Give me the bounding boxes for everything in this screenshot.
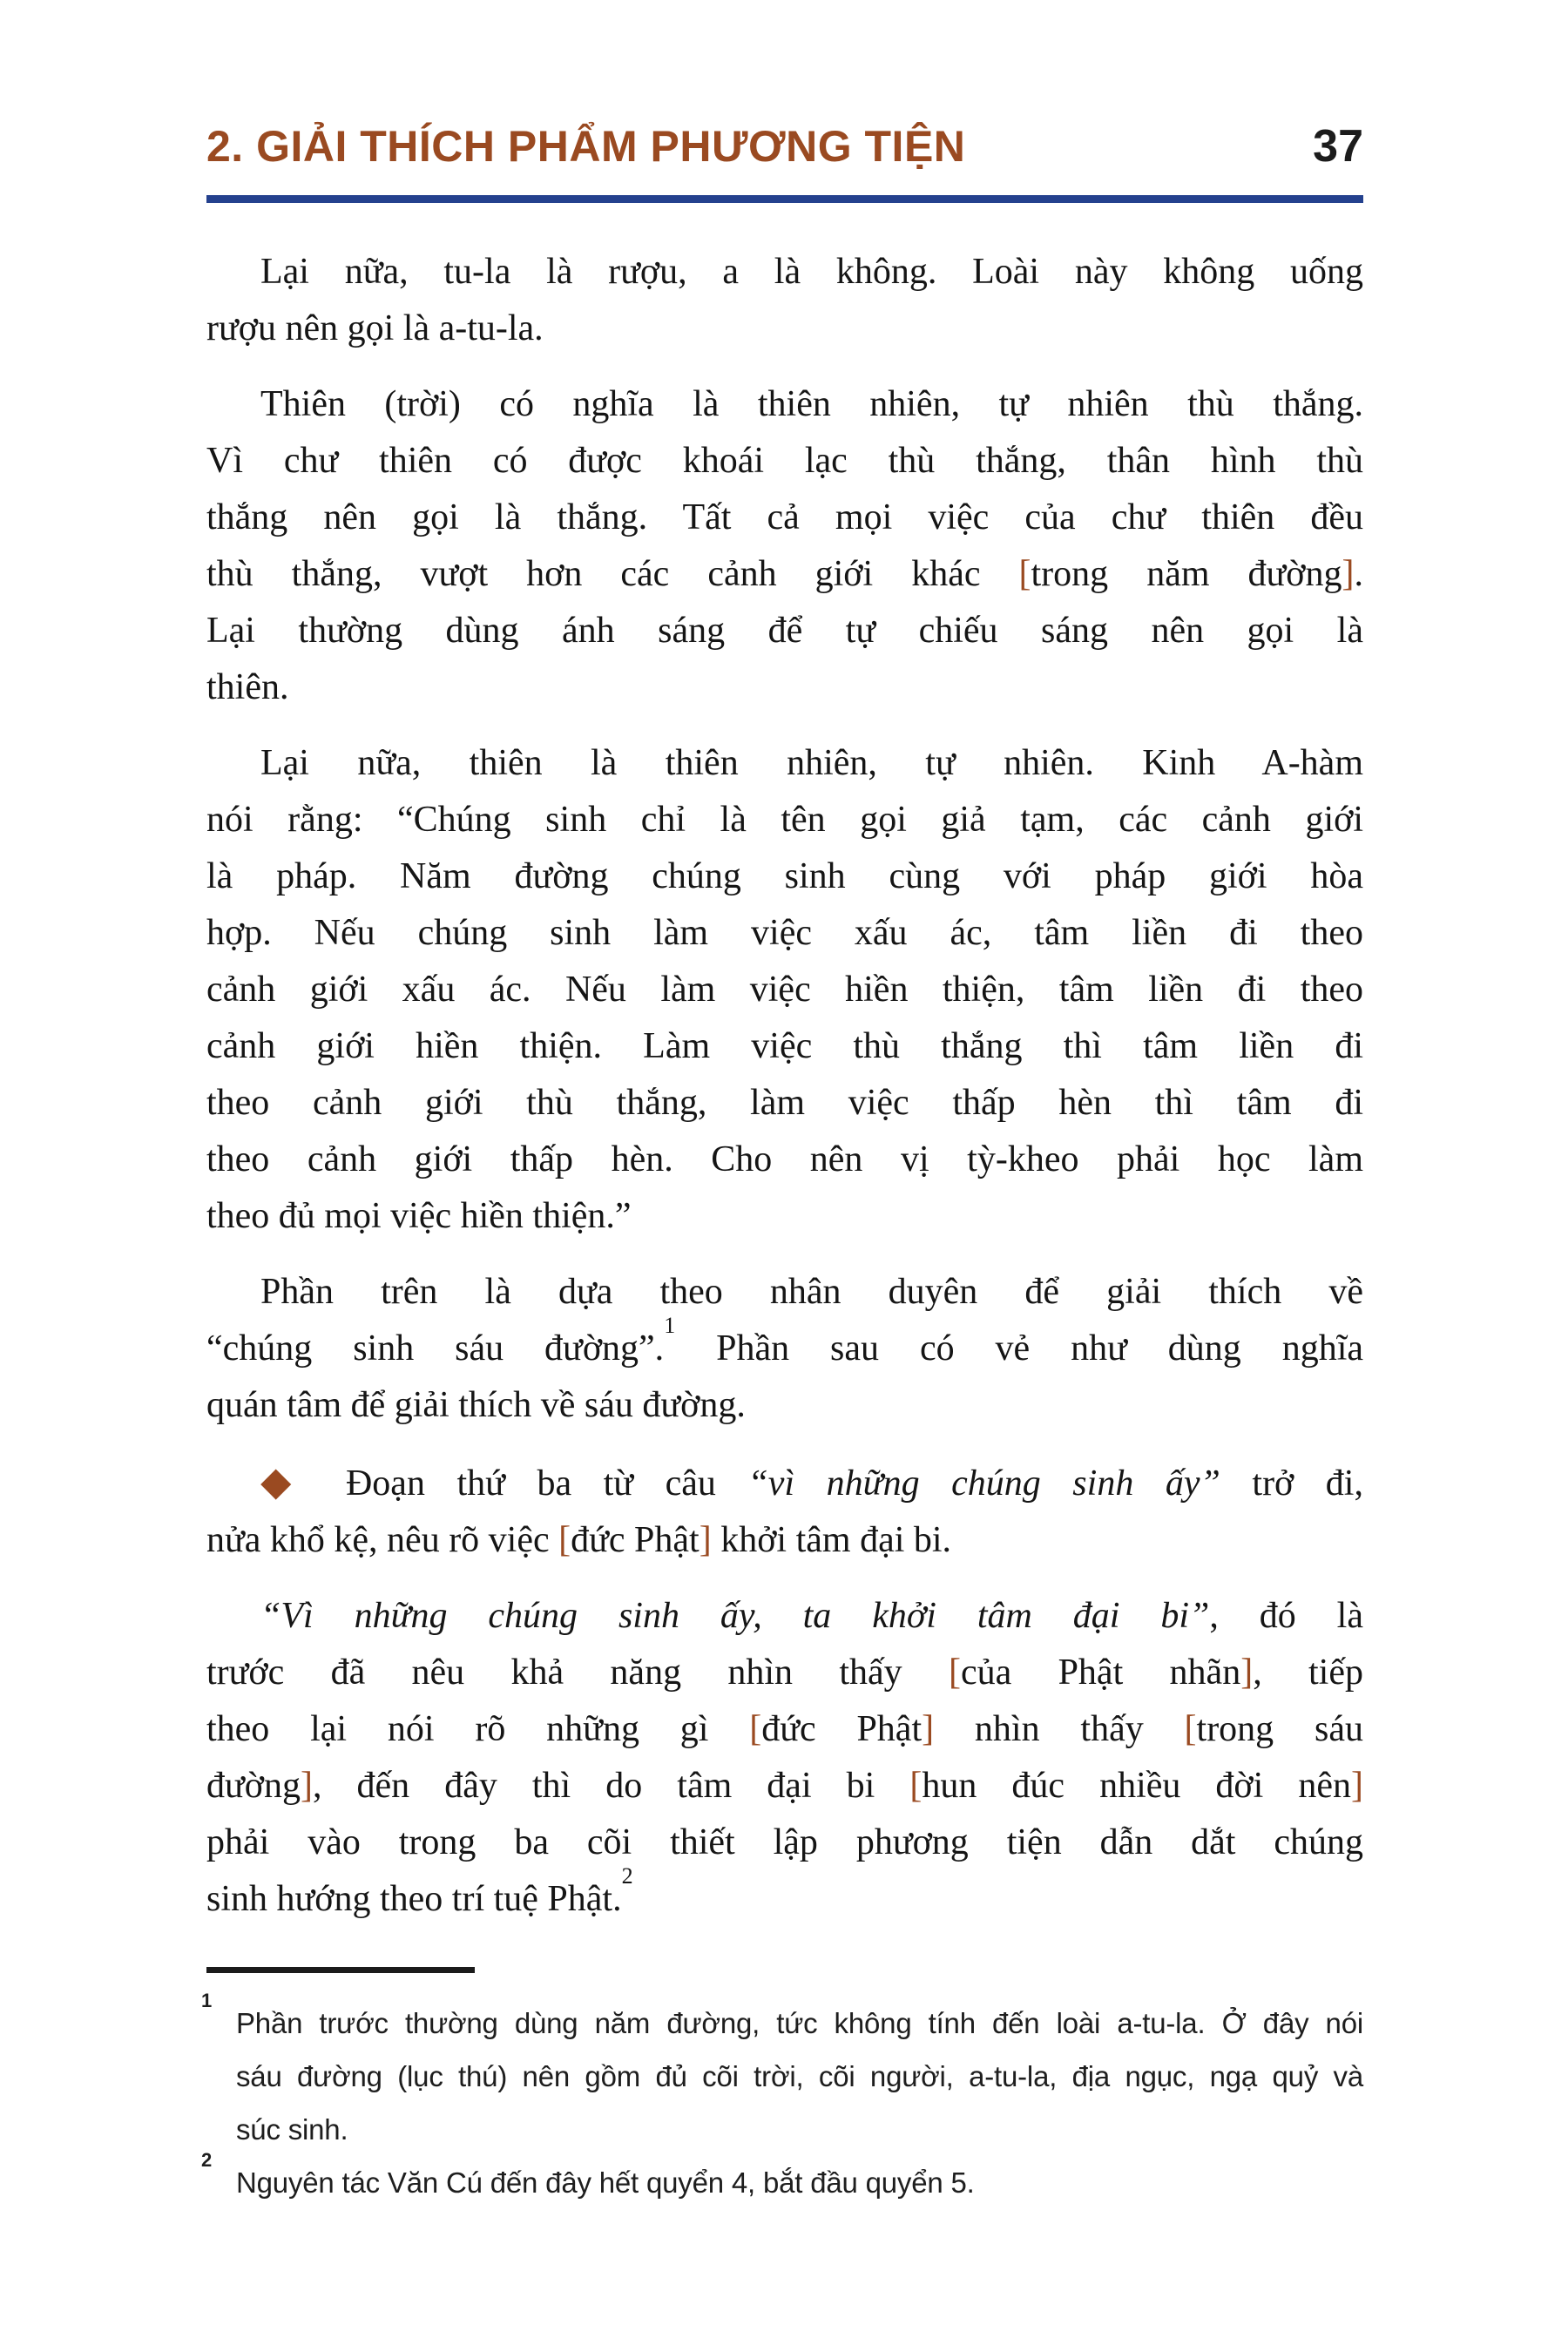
- text-line: [206, 792, 1363, 848]
- text-segment: Phần sau có vẻ như dùng nghĩa: [675, 1328, 1364, 1369]
- text-line: [206, 1758, 1363, 1815]
- text-line: [206, 1188, 1363, 1245]
- text-segment: là pháp. Năm đường chúng sinh cùng với pháp giới hòa: [206, 856, 1363, 896]
- text-segment: “chúng sinh sáu đường”.: [206, 1328, 665, 1369]
- text-segment: trong sáu: [1196, 1709, 1363, 1749]
- text-segment: theo cảnh giới thấp hèn. Cho nên vị tỳ-kheo phải học làm: [206, 1139, 1363, 1179]
- editorial-bracket: ]: [1240, 1652, 1254, 1693]
- text-line: [236, 2050, 1363, 2103]
- text-segment: thiên.: [206, 667, 289, 707]
- text-segment: sáu đường (lục thú) nên gồm đủ cõi trời, cõi người, a-tu-la, địa ngục, ngạ quỷ và: [236, 2060, 1363, 2092]
- text-line: [206, 1701, 1363, 1758]
- text-line: [206, 301, 1363, 357]
- footnote: [201, 2149, 1363, 2209]
- footnote-marker: 1: [201, 1990, 213, 2011]
- text-segment: nửa khổ kệ, nêu rõ việc: [206, 1520, 559, 1560]
- text-segment: theo cảnh giới thù thắng, làm việc thấp hèn thì tâm đi: [206, 1083, 1363, 1123]
- text-segment: trong năm đường: [1031, 554, 1342, 594]
- text-line: [236, 2156, 1363, 2209]
- text-line: [206, 1264, 1363, 1321]
- text-segment: súc sinh.: [236, 2113, 348, 2146]
- text-segment: Lại nữa, thiên là thiên nhiên, tự nhiên. Kinh A-hàm: [260, 743, 1363, 783]
- editorial-bracket: [: [749, 1709, 762, 1749]
- text-segment: khởi tâm đại bi.: [711, 1520, 952, 1560]
- text-segment: , đó là: [1209, 1596, 1363, 1636]
- text-line: [236, 1997, 1363, 2050]
- text-segment: đức Phật: [571, 1520, 700, 1560]
- text-line: [206, 848, 1363, 905]
- text-line: [206, 905, 1363, 962]
- diamond-bullet-icon: ◆: [260, 1459, 314, 1504]
- quoted-phrase: “Vì những chúng sinh ấy, ta khởi tâm đại bi”: [260, 1596, 1210, 1636]
- text-segment: Vì chư thiên có được khoái lạc thù thắng, thân hình thù: [206, 441, 1363, 481]
- text-segment: đường: [206, 1766, 301, 1806]
- paragraph: [206, 244, 1363, 357]
- text-line: [206, 1018, 1363, 1075]
- text-line: [206, 735, 1363, 792]
- text-line: [206, 244, 1363, 301]
- editorial-bracket: ]: [1350, 1766, 1363, 1806]
- footnote-separator-rule: [206, 1967, 475, 1973]
- text-line: [206, 1588, 1363, 1645]
- paragraph: [206, 1453, 1363, 1569]
- text-segment: hợp. Nếu chúng sinh làm việc xấu ác, tâm liền đi theo: [206, 913, 1363, 953]
- text-segment: theo lại nói rõ những gì: [206, 1709, 750, 1749]
- text-segment: thù thắng, vượt hơn các cảnh giới khác: [206, 554, 1019, 594]
- editorial-bracket: [: [909, 1766, 923, 1806]
- editorial-bracket: [: [948, 1652, 961, 1693]
- text-segment: , đến đây thì do tâm đại bi: [312, 1766, 910, 1806]
- paragraph: [206, 1264, 1363, 1434]
- editorial-bracket: ]: [300, 1766, 313, 1806]
- text-segment: , tiếp: [1253, 1652, 1363, 1693]
- page-number: 37: [1313, 121, 1363, 172]
- text-line: [206, 1645, 1363, 1701]
- text-segment: Lại nữa, tu-la là rượu, a là không. Loài này không uống: [260, 252, 1363, 292]
- page-header: [206, 120, 1363, 172]
- footnotes-section: [201, 1990, 1363, 2209]
- text-segment: .: [1354, 554, 1363, 594]
- footnote-reference: 2: [621, 1863, 633, 1889]
- text-segment: Đoạn thứ ba từ câu: [314, 1463, 748, 1504]
- text-line: [206, 659, 1363, 716]
- running-header-title: 2. GIẢI THÍCH PHẨM PHƯƠNG TIỆN: [206, 122, 966, 171]
- editorial-bracket: [: [1184, 1709, 1197, 1749]
- editorial-bracket: ]: [699, 1520, 712, 1560]
- editorial-bracket: [: [1018, 554, 1031, 594]
- text-line: [206, 1453, 1363, 1512]
- paragraph: [206, 735, 1363, 1245]
- text-line: [206, 376, 1363, 433]
- text-segment: quán tâm để giải thích về sáu đường.: [206, 1385, 746, 1425]
- text-segment: nhìn thấy: [934, 1709, 1185, 1749]
- text-segment: Lại thường dùng ánh sáng để tự chiếu sáng nên gọi là: [206, 611, 1363, 651]
- body-text: [206, 244, 1363, 1928]
- paragraph: [206, 1588, 1363, 1928]
- editorial-bracket: ]: [1342, 554, 1355, 594]
- text-line: [206, 1313, 1364, 1377]
- text-segment: trở đi,: [1220, 1463, 1363, 1504]
- text-segment: nói rằng: “Chúng sinh chỉ là tên gọi giả tạm, các cảnh giới: [206, 800, 1363, 840]
- text-segment: cảnh giới xấu ác. Nếu làm việc hiền thiện, tâm liền đi theo: [206, 970, 1363, 1010]
- editorial-bracket: ]: [922, 1709, 935, 1749]
- text-line: [206, 1075, 1363, 1132]
- text-segment: Phần trước thường dùng năm đường, tức không tính đến loài a-tu-la. Ở đây nói: [236, 2007, 1363, 2039]
- text-line: [206, 962, 1363, 1018]
- text-segment: sinh hướng theo trí tuệ Phật.: [206, 1879, 622, 1919]
- text-line: [206, 1512, 1363, 1569]
- text-segment: rượu nên gọi là a-tu-la.: [206, 308, 544, 348]
- footnote: [201, 1990, 1363, 2156]
- text-segment: Thiên (trời) có nghĩa là thiên nhiên, tự nhiên thù thắng.: [260, 384, 1363, 424]
- text-line: [206, 1377, 1363, 1434]
- quoted-phrase: “vì những chúng sinh ấy”: [747, 1463, 1220, 1504]
- editorial-bracket: [: [558, 1520, 571, 1560]
- text-segment: Phần trên là dựa theo nhân duyên để giải thích về: [260, 1272, 1363, 1312]
- text-line: [206, 1863, 1363, 1928]
- text-segment: theo đủ mọi việc hiền thiện.”: [206, 1196, 632, 1236]
- text-segment: thắng nên gọi là thắng. Tất cả mọi việc của chư thiên đều: [206, 497, 1363, 537]
- text-line: [206, 490, 1363, 546]
- text-line: [206, 1815, 1363, 1871]
- text-segment: hun đúc nhiều đời nên: [922, 1766, 1351, 1806]
- text-segment: đức Phật: [761, 1709, 923, 1749]
- text-segment: trước đã nêu khả năng nhìn thấy: [206, 1652, 949, 1693]
- header-rule: [206, 195, 1363, 203]
- text-segment: phải vào trong ba cõi thiết lập phương tiện dẫn dắt chúng: [206, 1822, 1363, 1862]
- paragraph: [206, 376, 1363, 716]
- text-line: [206, 1132, 1363, 1188]
- footnote-marker: 2: [201, 2149, 213, 2171]
- text-line: [206, 546, 1363, 603]
- text-segment: của Phật nhãn: [960, 1652, 1241, 1693]
- text-line: [236, 2103, 1363, 2156]
- text-segment: Nguyên tác Văn Cú đến đây hết quyển 4, bắt đầu quyển 5.: [236, 2166, 975, 2199]
- text-line: [206, 433, 1363, 490]
- footnote-reference: 1: [664, 1313, 676, 1338]
- text-segment: cảnh giới hiền thiện. Làm việc thù thắng thì tâm liền đi: [206, 1026, 1363, 1066]
- text-line: [206, 603, 1363, 659]
